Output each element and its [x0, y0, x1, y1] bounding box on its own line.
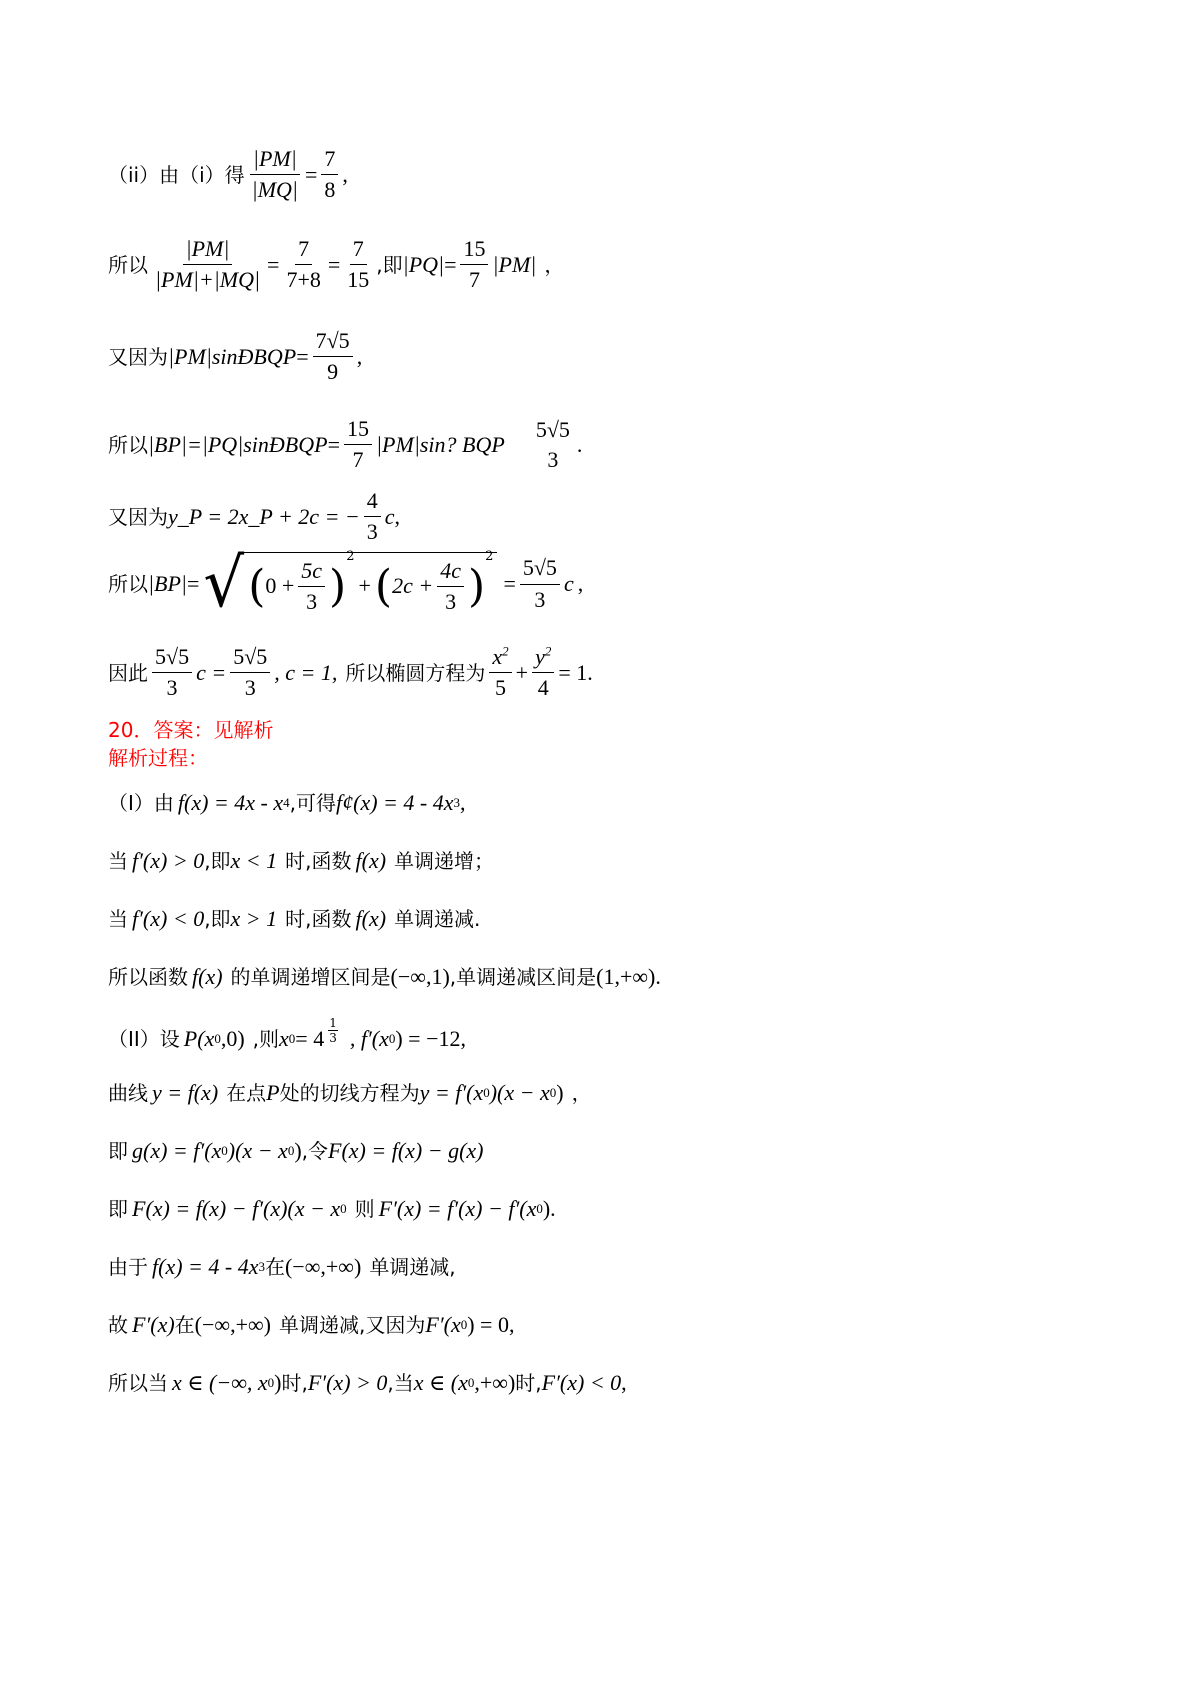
- line-ii-ratio: [108, 146, 1120, 204]
- fraction-7-8: [321, 146, 338, 204]
- line-intervals: 所以函数 f(x) 的单调递增区间是 (−∞,1) ,单调递减区间是 (1,+∞) .: [108, 964, 661, 990]
- line-sign-analysis: 所以当 x ∈ (−∞, x 0 ) 时, F′(x) > 0 ,当 x ∈ (x 0 ,+∞) 时, F′(x) < 0 ,: [108, 1370, 627, 1396]
- math: c: [384, 503, 395, 529]
- fraction-pm-sum: [152, 236, 263, 294]
- text: 所以: [108, 572, 148, 596]
- numerator: 15: [460, 236, 488, 265]
- math: |BP|=|PQ|sinÐBQP: [148, 431, 328, 457]
- line-pm-sin: [108, 328, 1120, 386]
- line-g-def: 即 g(x) = f′(x 0 )(x − x 0 ) ,令 F(x) = f(x) − g(x): [108, 1138, 484, 1164]
- line-bp: [108, 416, 1120, 474]
- denominator: 7+8: [286, 267, 321, 293]
- line-tangent: 曲线 y = f(x) 在点 P 处的切线方程为 y = f′(x 0 )(x − x 0 ) ，: [108, 1080, 592, 1106]
- answer-heading: 20．答案：见解析: [108, 718, 274, 742]
- line-Fprime-decreasing: 故 F′(x) 在 (−∞,+∞) 单调递减,又因为 F′(x 0 ) = 0,: [108, 1312, 515, 1338]
- line-derivative: （I）由 f(x) = 4x - x 4 ,可得 f¢(x) = 4 - 4x 3 ,: [108, 790, 466, 816]
- math: |PM|: [492, 251, 537, 277]
- line-F-def: 即 F(x) = f(x) − f′(x)(x − x 0 则 F′(x) = f′(x) − f′(x 0 ).: [108, 1196, 556, 1222]
- fraction-pm-mq: [249, 146, 301, 204]
- equals: =: [296, 343, 309, 369]
- fraction: $\frac{5√5}{3}$: [520, 555, 560, 613]
- denominator: 15: [347, 267, 370, 293]
- fraction: [364, 488, 381, 546]
- line-decreasing: 当 f′(x) < 0 ,即 x > 1 时,函数 f(x) 单调递减.: [108, 906, 481, 932]
- numerator: 7: [295, 236, 312, 265]
- text: 所以: [108, 252, 148, 277]
- line-bp-sqrt: 所以 |BP| = √ ( 0 + $\frac{5c}{3}$ ) 2 + ( 2c + $\frac{4c}{3}$ ) 2 = $\frac{5√5}{3}$ c ,: [108, 545, 584, 623]
- math: |PM|sinÐBQP: [168, 343, 297, 369]
- text: 又因为: [108, 504, 168, 529]
- math: |PQ|: [402, 251, 445, 277]
- fraction: [283, 236, 323, 294]
- equals: =: [267, 251, 280, 277]
- sqrt-expression: √ ( 0 + $\frac{5c}{3}$ ) 2 + ( 2c + $\frac{4c}{3}$ ) 2: [203, 552, 497, 616]
- numerator: 5√5: [535, 416, 570, 442]
- punct: .: [576, 431, 583, 457]
- punct: ,: [394, 503, 401, 529]
- numerator: 15: [344, 416, 372, 445]
- punct: ,: [356, 343, 363, 369]
- fraction: [533, 417, 573, 474]
- line-fprime-decreasing: 由于 f(x) = 4 - 4x 3 在 (−∞,+∞) 单调递减,: [108, 1254, 456, 1280]
- line-increasing: 当 f′(x) > 0 ,即 x < 1 时,函数 f(x) 单调递增；: [108, 848, 495, 874]
- denominator: 8: [324, 177, 336, 203]
- line-ellipse-result: 因此 $\frac{5√5}{3}$ c = $\frac{5√5}{3}$ , c = 1, 所以椭圆方程为 $\frac{x^2}{5}$ + $\frac{y^2}{4}$ = 1.: [108, 643, 593, 701]
- denominator: |PM|+|MQ|: [155, 267, 261, 293]
- fraction: [313, 328, 353, 386]
- text: 因此: [108, 660, 148, 685]
- denominator: 7: [468, 267, 480, 293]
- line-pq-ratio: [108, 236, 1120, 294]
- numerator: 7: [321, 146, 338, 175]
- denominator: 3: [547, 446, 559, 472]
- line-yp: [108, 488, 1120, 546]
- text: 又因为: [108, 344, 168, 369]
- math: |PM|sin? BQP: [376, 431, 505, 457]
- equals: =: [304, 161, 318, 187]
- equals: =: [444, 251, 457, 277]
- numerator: |PM|: [250, 146, 300, 175]
- text: （ii）由（i）得: [108, 162, 245, 187]
- denominator: 7: [352, 447, 364, 473]
- numerator: 7: [350, 236, 367, 265]
- fraction: [344, 416, 372, 474]
- denominator: 3: [366, 519, 378, 545]
- fraction: [460, 236, 488, 294]
- math: y_P = 2x_P + 2c = −: [168, 503, 360, 529]
- equals: =: [503, 570, 516, 596]
- line-ii-setup: （II）设 P(x 0 ,0) ,则 x 0 = 4 $\frac{1}{3}$ , f′(x 0 ) = −12,: [108, 1016, 466, 1052]
- numerator: |PM|: [183, 236, 233, 265]
- denominator: |MQ|: [251, 177, 298, 203]
- punct: ，: [544, 252, 565, 277]
- numerator: 4: [364, 488, 381, 517]
- equals: =: [186, 570, 200, 596]
- math: |BP|: [148, 570, 187, 596]
- punct: ,: [342, 161, 348, 187]
- text: 所以: [108, 432, 148, 457]
- fraction: [344, 236, 372, 294]
- radical-sign: √: [203, 545, 245, 623]
- denominator: 9: [327, 359, 339, 385]
- solution-heading: 解析过程：: [108, 746, 208, 770]
- equals: =: [327, 251, 341, 277]
- text: ,即: [376, 252, 403, 277]
- equals: =: [327, 431, 340, 457]
- numerator: 7√5: [313, 328, 353, 357]
